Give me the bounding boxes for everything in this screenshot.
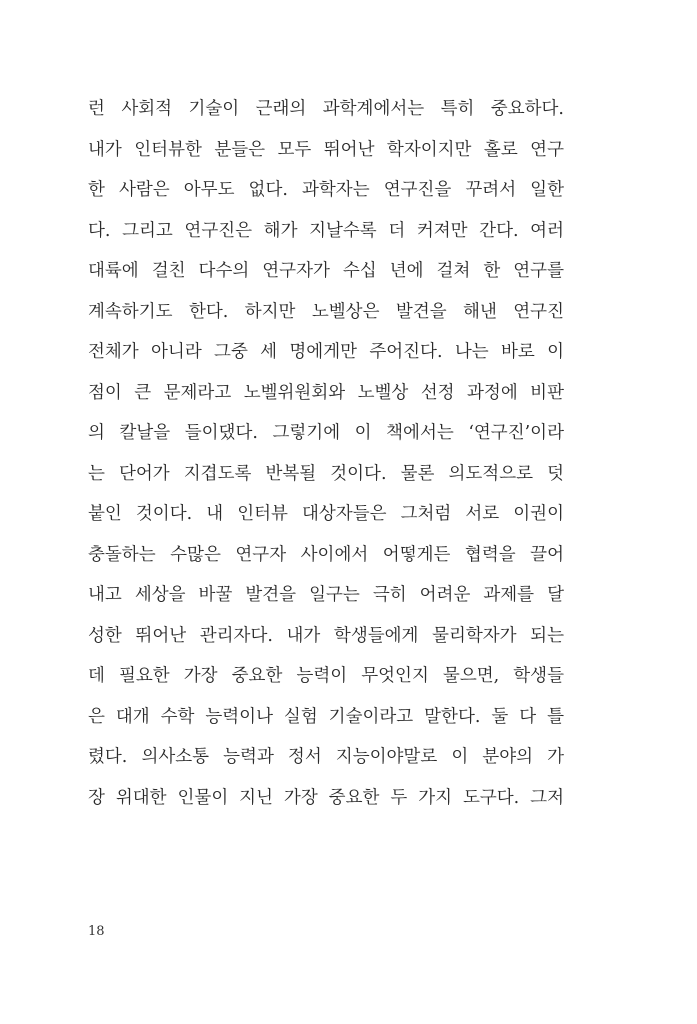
- text-line: 렸다. 의사소통 능력과 정서 지능이야말로 이 분야의 가: [88, 747, 564, 767]
- page-number: 18: [88, 924, 105, 939]
- text-line: 전체가 아니라 그중 세 명에게만 주어진다. 나는 바로 이: [88, 342, 564, 362]
- text-line: 런 사회적 기술이 근래의 과학계에서는 특히 중요하다.: [88, 99, 564, 119]
- text-line: 계속하기도 한다. 하지만 노벨상은 발견을 해낸 연구진: [88, 301, 564, 322]
- text-line: 대륙에 걸친 다수의 연구자가 수십 년에 걸쳐 한 연구를: [88, 261, 564, 281]
- text-line: 의 칼날을 들이댔다. 그렇기에 이 책에서는 ‘연구진’이라: [88, 423, 564, 443]
- text-line: 내가 인터뷰한 분들은 모두 뛰어난 학자이지만 홀로 연구: [88, 139, 564, 160]
- text-line: 은 대개 수학 능력이나 실험 기술이라고 말한다. 둘 다 틀: [88, 706, 564, 727]
- text-line: 는 단어가 지겹도록 반복될 것이다. 물론 의도적으로 덧: [88, 463, 564, 484]
- text-line: 한 사람은 아무도 없다. 과학자는 연구진을 꾸려서 일한: [88, 180, 564, 200]
- text-line: 데 필요한 가장 중요한 능력이 무엇인지 물으면, 학생들: [88, 666, 564, 686]
- body-text: [88, 89, 564, 818]
- text-line: 붙인 것이다. 내 인터뷰 대상자들은 그처럼 서로 이권이: [88, 504, 564, 524]
- text-line: 점이 큰 문제라고 노벨위원회와 노벨상 선정 과정에 비판: [88, 382, 564, 403]
- text-line: 다. 그리고 연구진은 해가 지날수록 더 커져만 간다. 여러: [88, 220, 564, 241]
- text-line: 충돌하는 수많은 연구자 사이에서 어떻게든 협력을 끌어: [88, 544, 564, 565]
- text-line: 성한 뛰어난 관리자다. 내가 학생들에게 물리학자가 되는: [88, 625, 564, 646]
- text-line: 내고 세상을 바꿀 발견을 일구는 극히 어려운 과제를 달: [88, 585, 564, 605]
- text-line: 장 위대한 인물이 지닌 가장 중요한 두 가지 도구다. 그저: [88, 787, 564, 808]
